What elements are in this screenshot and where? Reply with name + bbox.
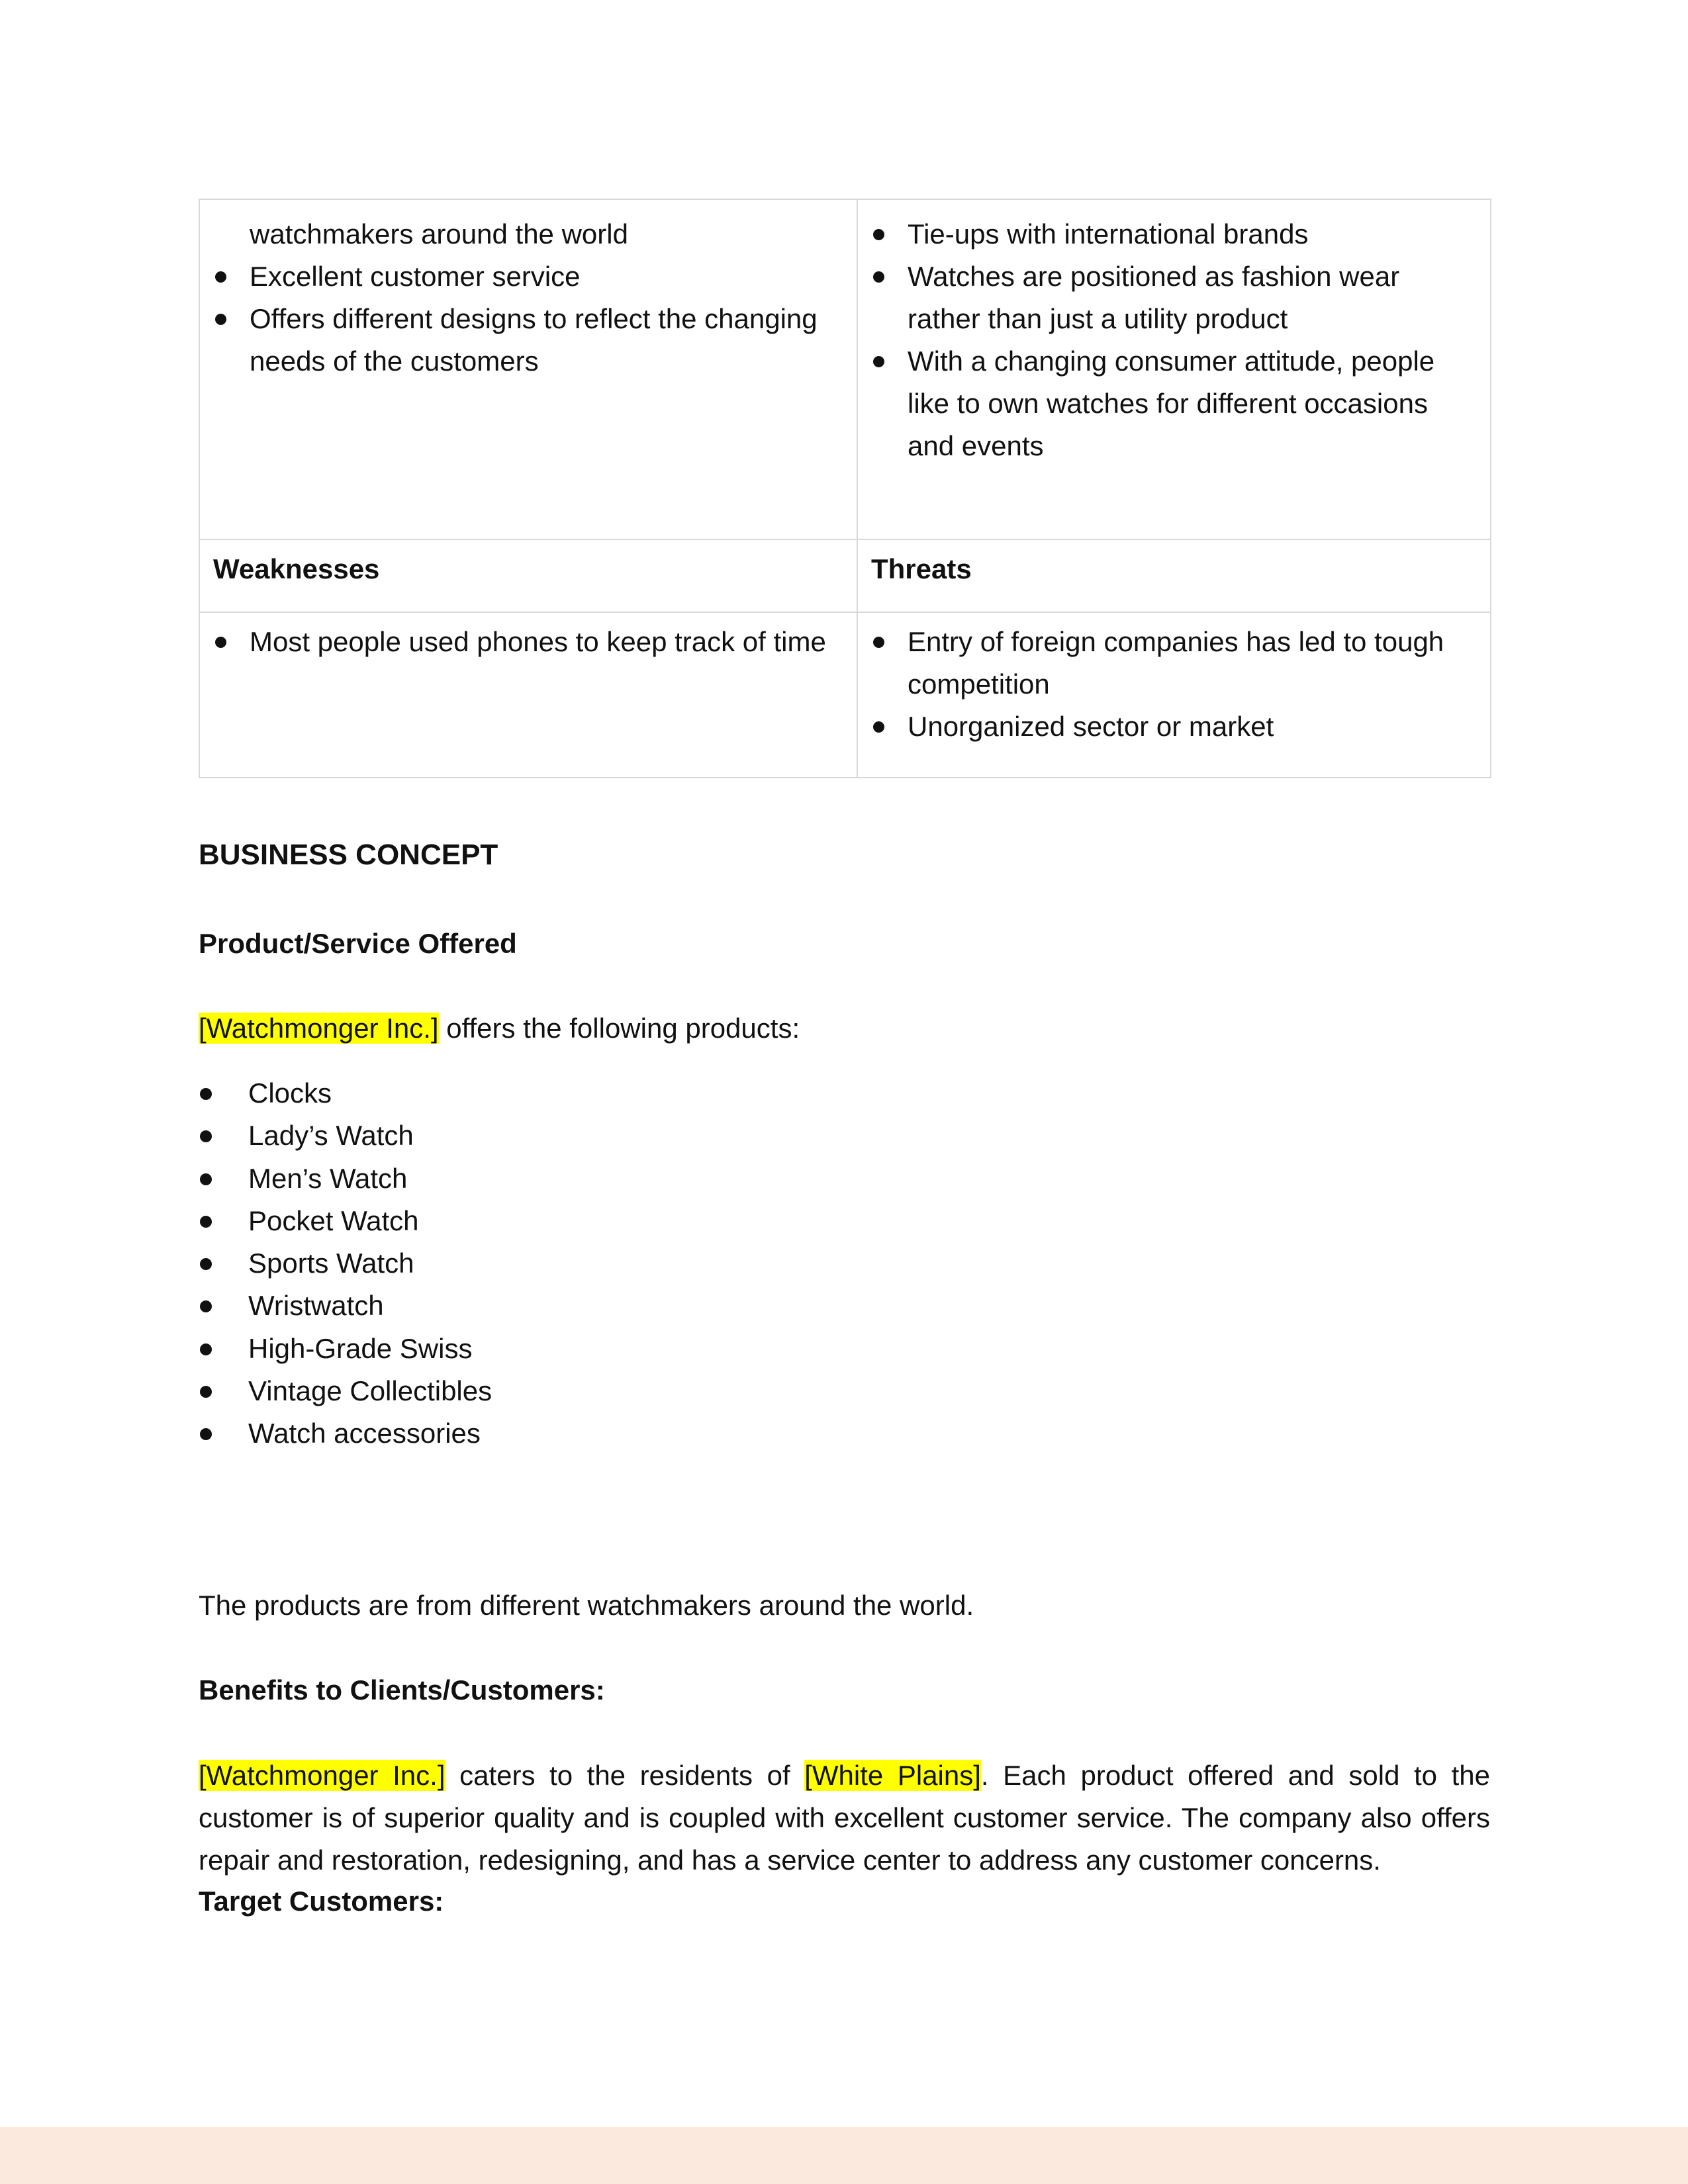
list-item: Tie-ups with international brands — [871, 213, 1477, 255]
swot-row-strengths-opportunities — [199, 199, 1491, 539]
list-item: High-Grade Swiss — [199, 1328, 492, 1370]
swot-row-weaknesses-threats — [199, 612, 1491, 778]
list-item: With a changing consumer attitude, people like to own watches for different occasions and events — [871, 340, 1477, 467]
products-intro — [199, 1007, 1490, 1050]
benefits-text-rest: . Each product offered and sold to the customer is of superior quality and is coupled with excellent customer service. The company also offers repair and restoration, redesigning, and has a service center to address any customer concerns. — [199, 1760, 1490, 1876]
subheading-product-service: Product/Service Offered — [199, 928, 517, 959]
company-name-placeholder: [Watchmonger Inc.] — [199, 1013, 439, 1044]
swot-table — [199, 199, 1491, 778]
list-item: Vintage Collectibles — [199, 1370, 492, 1412]
benefits-paragraph — [199, 1754, 1490, 1882]
products-list — [199, 1072, 492, 1455]
list-item: Sports Watch — [199, 1242, 492, 1285]
opportunities-cell — [857, 199, 1491, 539]
location-placeholder: [White Plains] — [804, 1760, 981, 1791]
weaknesses-cell — [199, 612, 857, 778]
list-item: Most people used phones to keep track of time — [213, 621, 843, 663]
list-item: Wristwatch — [199, 1285, 492, 1327]
benefits-text-mid: caters to the residents of — [445, 1760, 805, 1791]
subheading-benefits: Benefits to Clients/Customers: — [199, 1674, 605, 1706]
list-item: Clocks — [199, 1072, 492, 1115]
strengths-cell — [199, 199, 857, 539]
section-heading-business-concept: BUSINESS CONCEPT — [199, 839, 498, 871]
opportunities-list — [871, 213, 1477, 467]
list-item: Unorganized sector or market — [871, 705, 1477, 748]
company-name-placeholder: [Watchmonger Inc.] — [199, 1760, 445, 1791]
threats-cell — [857, 612, 1491, 778]
strengths-list — [213, 213, 843, 383]
list-item: watchmakers around the world — [250, 218, 628, 250]
list-item: Entry of foreign companies has led to tough competition — [871, 621, 1477, 705]
list-item: Lady’s Watch — [199, 1115, 492, 1157]
list-item: Pocket Watch — [199, 1200, 492, 1242]
swot-header-row — [199, 539, 1491, 612]
threats-header: Threats — [857, 539, 1491, 612]
footer-band — [0, 2127, 1688, 2184]
weaknesses-list — [213, 621, 843, 663]
list-item: Offers different designs to reflect the changing needs of the customers — [213, 298, 843, 383]
threats-list — [871, 621, 1477, 748]
intro-text: offers the following products: — [438, 1013, 800, 1044]
products-note: The products are from different watchmakers around the world. — [199, 1590, 974, 1621]
list-item: Watch accessories — [199, 1412, 492, 1455]
list-item: Men’s Watch — [199, 1158, 492, 1200]
page-content — [199, 199, 1490, 1917]
list-item: Excellent customer service — [213, 255, 843, 298]
weaknesses-header: Weaknesses — [199, 539, 857, 612]
list-item: Watches are positioned as fashion wear rather than just a utility product — [871, 255, 1477, 340]
subheading-target-customers: Target Customers: — [199, 1886, 444, 1917]
